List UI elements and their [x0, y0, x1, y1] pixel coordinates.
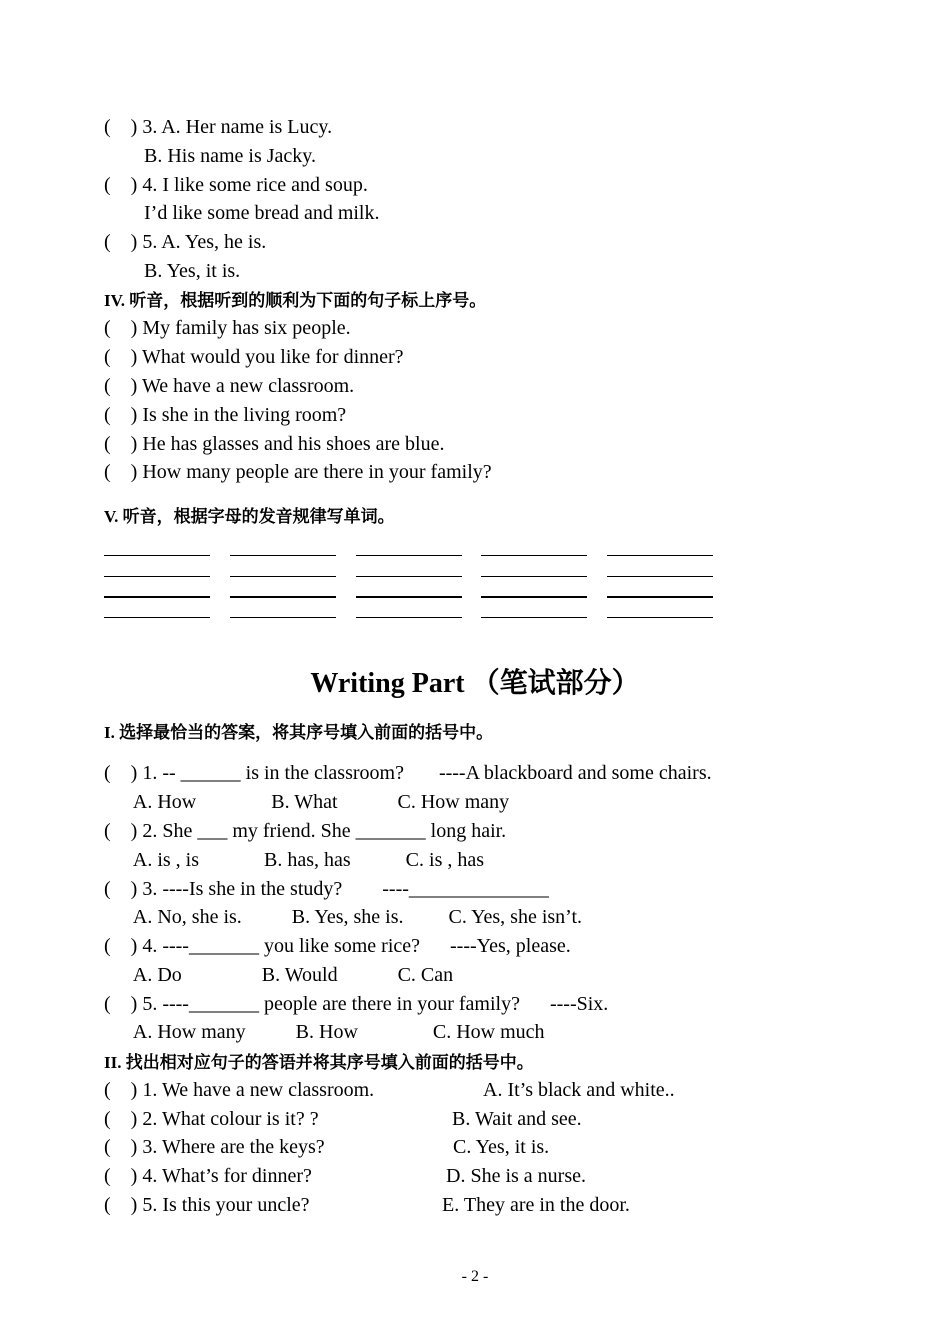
writing-ii-question: ( ) 3. Where are the keys? [104, 1136, 325, 1158]
answer-blank[interactable] [607, 596, 713, 598]
writing-i-heading: I. 选择最恰当的答案，将其序号填入前面的括号中。 [104, 723, 494, 742]
writing-i-line: A. How many B. How C. How much [104, 1021, 545, 1043]
writing-ii-answer: C. Yes, it is. [453, 1136, 550, 1158]
writing-i-line: A. Do B. Would C. Can [104, 964, 454, 986]
answer-blank[interactable] [481, 576, 587, 577]
writing-ii-question: ( ) 2. What colour is it? ? [104, 1108, 319, 1130]
writing-ii-question: ( ) 1. We have a new classroom. [104, 1079, 375, 1101]
answer-blank[interactable] [230, 576, 336, 577]
answer-blank[interactable] [481, 555, 587, 556]
answer-blank[interactable] [104, 617, 210, 618]
answer-blank[interactable] [356, 596, 462, 598]
answer-blank[interactable] [481, 617, 587, 618]
writing-i-line: A. How B. What C. How many [104, 791, 510, 813]
writing-ii-heading: II. 找出相对应句子的答语并将其序号填入前面的括号中。 [104, 1053, 534, 1072]
answer-blank[interactable] [481, 596, 587, 598]
writing-i-line: ( ) 5. ----_______ people are there in your family? ----Six. [104, 993, 609, 1015]
answer-blank[interactable] [356, 576, 462, 577]
section-iv-item: ( ) Is she in the living room? [104, 404, 347, 426]
writing-i-line: ( ) 1. -- ______ is in the classroom? ----A blackboard and some chairs. [104, 762, 712, 784]
section-iv-heading: IV. 听音，根据听到的顺利为下面的句子标上序号。 [104, 291, 487, 310]
page-number: - 2 - [461, 1268, 489, 1285]
section-iv-item: ( ) He has glasses and his shoes are blue. [104, 433, 445, 455]
writing-ii-answer: E. They are in the door. [442, 1194, 630, 1216]
writing-i-line: ( ) 2. She ___ my friend. She _______ long hair. [104, 820, 507, 842]
writing-ii-answer: A. It’s black and white.. [483, 1079, 675, 1101]
answer-blank[interactable] [607, 555, 713, 556]
answer-blank[interactable] [607, 576, 713, 577]
writing-part-title: Writing Part （笔试部分） [310, 668, 640, 699]
answer-blank[interactable] [356, 617, 462, 618]
writing-i-line: ( ) 3. ----Is she in the study? ----______________ [104, 878, 549, 900]
writing-ii-answer: D. She is a nurse. [446, 1165, 586, 1187]
answer-blank[interactable] [607, 617, 713, 618]
section-iv-item: ( ) What would you like for dinner? [104, 346, 404, 368]
answer-blank[interactable] [104, 576, 210, 577]
listening-line: ( ) 5. A. Yes, he is. [104, 231, 267, 253]
writing-i-line: A. is , is B. has, has C. is , has [104, 849, 485, 871]
answer-blank[interactable] [230, 617, 336, 618]
answer-blank[interactable] [104, 596, 210, 598]
writing-i-line: A. No, she is. B. Yes, she is. C. Yes, she isn’t. [104, 906, 583, 928]
writing-ii-answer: B. Wait and see. [452, 1108, 582, 1130]
answer-blank[interactable] [356, 555, 462, 556]
answer-blank[interactable] [104, 555, 210, 556]
listening-line: ( ) 3. A. Her name is Lucy. [104, 116, 333, 138]
section-v-heading: V. 听音，根据字母的发音规律写单词。 [104, 507, 395, 526]
listening-line: I’d like some bread and milk. [104, 202, 380, 224]
section-iv-item: ( ) My family has six people. [104, 317, 351, 339]
section-iv-item: ( ) How many people are there in your family? [104, 461, 492, 483]
writing-ii-question: ( ) 5. Is this your uncle? [104, 1194, 310, 1216]
listening-line: B. Yes, it is. [104, 260, 241, 282]
section-iv-item: ( ) We have a new classroom. [104, 375, 355, 397]
answer-blank[interactable] [230, 596, 336, 598]
listening-line: ( ) 4. I like some rice and soup. [104, 174, 368, 196]
writing-i-line: ( ) 4. ----_______ you like some rice? ----Yes, please. [104, 935, 571, 957]
listening-line: B. His name is Jacky. [104, 145, 317, 167]
writing-ii-question: ( ) 4. What’s for dinner? [104, 1165, 312, 1187]
answer-blank[interactable] [230, 555, 336, 556]
